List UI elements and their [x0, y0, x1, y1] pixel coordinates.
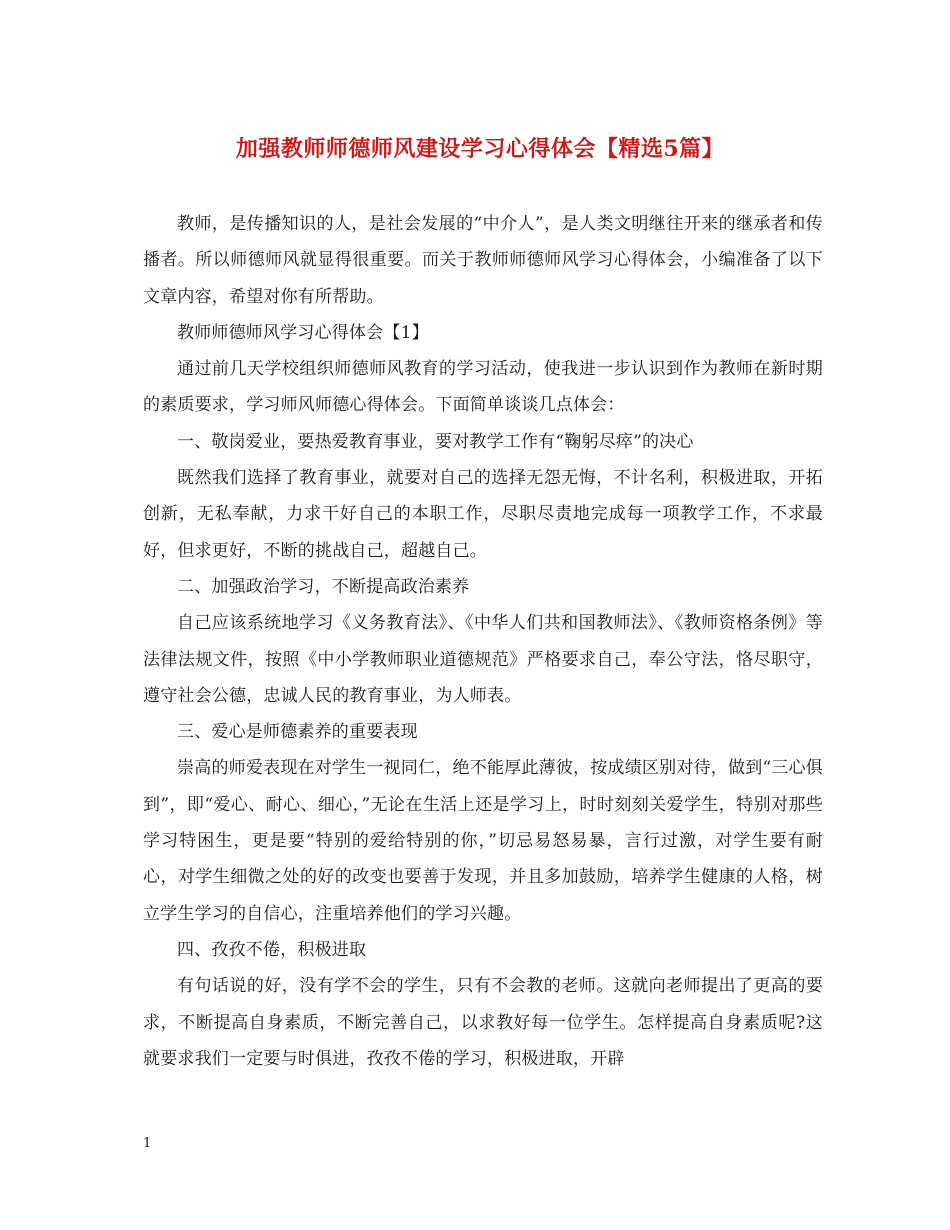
paragraph-section-heading: 教师师德师风学习心得体会【1】 [177, 322, 429, 343]
paragraph: 有句话说的好，没有学不会的学生，只有不会教的老师。这就向老师提出了更高的要求，不断提高自身素质，不断完善自己，以求教好每一位学生。怎样提高自身素质呢?这就要求我们一定要与时俱进，孜孜不倦的学习，积极进取，开辟 [143, 976, 823, 1069]
paragraph: 通过前几天学校组织师德师风教育的学习活动，使我进一步认识到作为教师在新时期的素质要求，学习师风师德心得体会。下面简单谈谈几点体会： [143, 359, 823, 416]
paragraph: 自己应该系统地学习《义务教育法》、《中华人们共和国教师法》、《教师资格条例》等法律法规文件，按照《中小学教师职业道德规范》严格要求自己，奉公守法，恪尽职守，遵守社会公德，忠诚人民的教育事业，为人师表。 [143, 613, 823, 706]
page-number: 1 [143, 1136, 152, 1151]
paragraph-point-heading-3: 三、爱心是师德素养的重要表现 [177, 722, 418, 743]
paragraph-point-heading-4: 四、孜孜不倦，积极进取 [177, 939, 367, 960]
paragraph: 崇高的师爱表现在对学生一视同仁，绝不能厚此薄彼，按成绩区别对待，做到“三心俱到”，即“爱心、耐心、细心，”无论在生活上还是学习上，时时刻刻关爱学生，特别对那些学习特困生，更是要“特别的爱给特别的你，”切忌易怒易暴，言行过激，对学生要有耐心，对学生细微之处的好的改变也要善于发现，并且多加鼓励，培养学生健康的人格，树立学生学习的自信心，注重培养他们的学习兴趣。 [143, 758, 823, 924]
document-body [143, 206, 823, 1077]
paragraph: 既然我们选择了教育事业，就要对自己的选择无怨无悔，不计名利，积极进取，开拓创新，无私奉献，力求干好自己的本职工作，尽职尽责地完成每一项教学工作，不求最好，但求更好，不断的挑战自己，超越自己。 [143, 468, 823, 561]
paragraph-point-heading-2: 二、加强政治学习，不断提高政治素养 [177, 576, 470, 597]
document-title: 加强教师师德师风建设学习心得体会【精选5篇】 [235, 136, 725, 162]
paragraph-intro: 教师，是传播知识的人，是社会发展的“中介人”，是人类文明继往开来的继承者和传播者。所以师德师风就显得很重要。而关于教师师德师风学习心得体会，小编准备了以下文章内容，希望对你有所帮助。 [143, 214, 823, 307]
paragraph-point-heading-1: 一、敬岗爱业，要热爱教育事业，要对教学工作有“鞠躬尽瘁”的决心 [177, 431, 694, 452]
